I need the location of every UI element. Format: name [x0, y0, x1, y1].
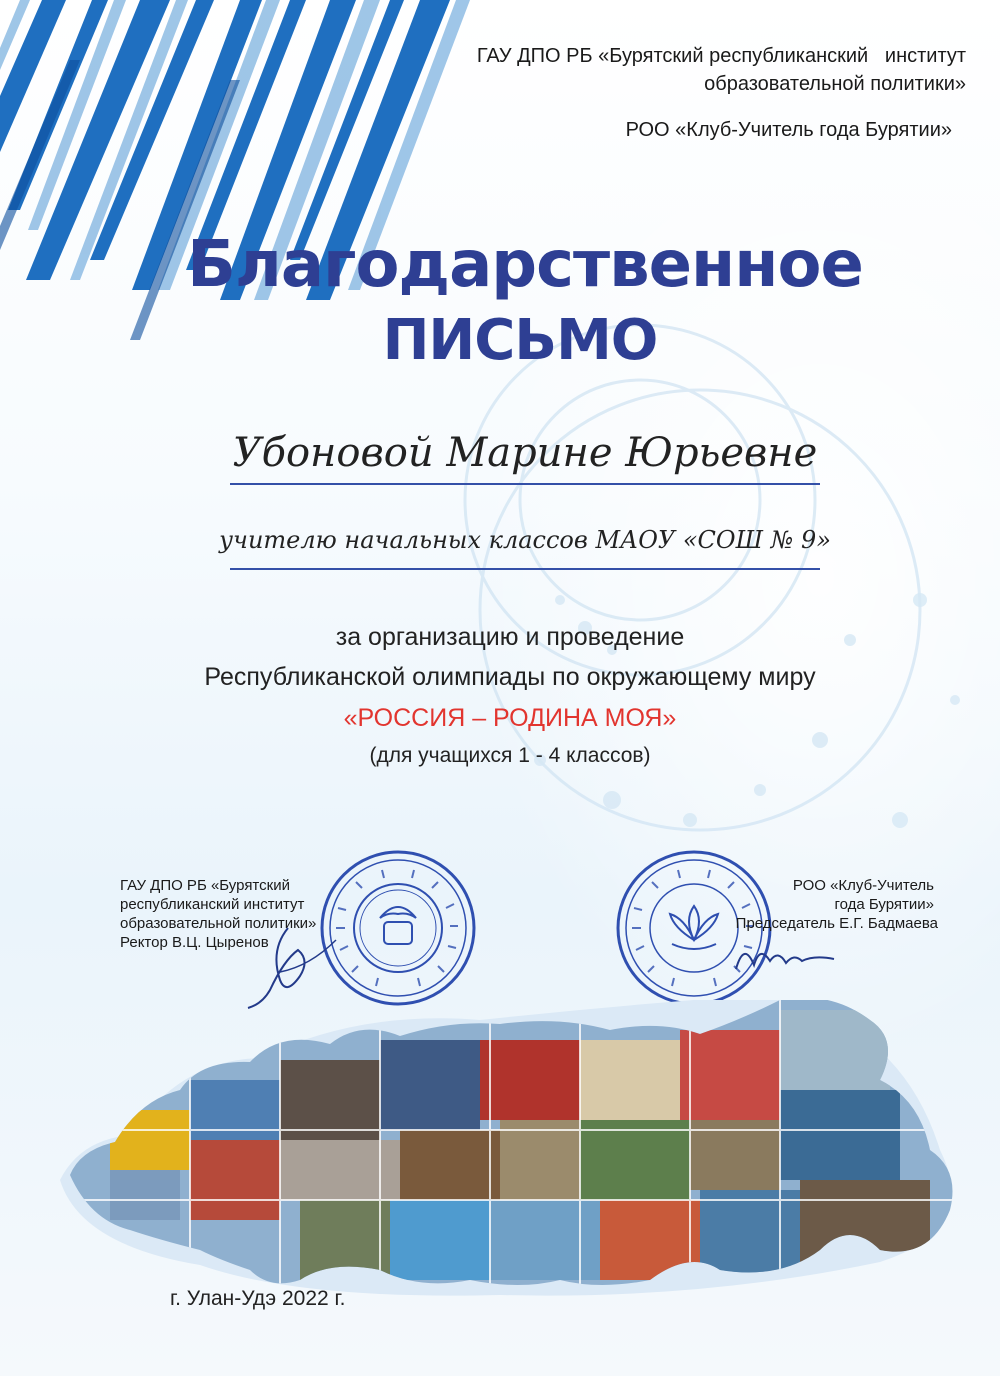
document-subtitle: ПИСЬМО [382, 308, 658, 373]
reason-line1: за организацию и проведение [335, 623, 685, 651]
right-signatory-line2: года Бурятии» [834, 896, 934, 913]
reason-grades: (для учащихся 1 - 4 классов) [369, 744, 651, 767]
recipient-position: учителю начальных классов МАОУ «СОШ № 9» [219, 526, 831, 554]
place-date: г. Улан-Удэ 2022 г. [170, 1287, 346, 1310]
recipient-name: Убоновой Марине Юрьевне [232, 430, 818, 476]
position-underline [230, 568, 820, 570]
name-underline [230, 483, 820, 485]
left-signatory-line3: образовательной политики» [120, 915, 317, 932]
reason-line2: Республиканской олимпиады по окружающему миру [204, 663, 816, 691]
document-title: Благодарственное [187, 228, 863, 302]
issuer-header [477, 42, 966, 144]
rector-signature [240, 920, 350, 1010]
left-signatory-line2: республиканский институт [120, 896, 305, 913]
right-signatory-line1: РОО «Клуб-Учитель [792, 877, 934, 894]
issuer-institute-line2: образовательной политики» [704, 73, 966, 95]
issuer-institute-line1: ГАУ ДПО РБ «Бурятский республиканский институт [476, 45, 966, 67]
issuer-club: РОО «Клуб-Учитель года Бурятии» [625, 119, 952, 141]
russia-map-collage [0, 1000, 1000, 1300]
chair-signature [730, 935, 840, 985]
right-signatory-name: Председатель Е.Г. Бадмаева [735, 915, 938, 932]
left-signatory-line1: ГАУ ДПО РБ «Бурятский [120, 877, 290, 894]
right-signatory [735, 876, 938, 933]
left-signatory-name: Ректор В.Ц. Цыренов [120, 934, 269, 951]
olympiad-name: «РОССИЯ – РОДИНА МОЯ» [343, 704, 677, 732]
